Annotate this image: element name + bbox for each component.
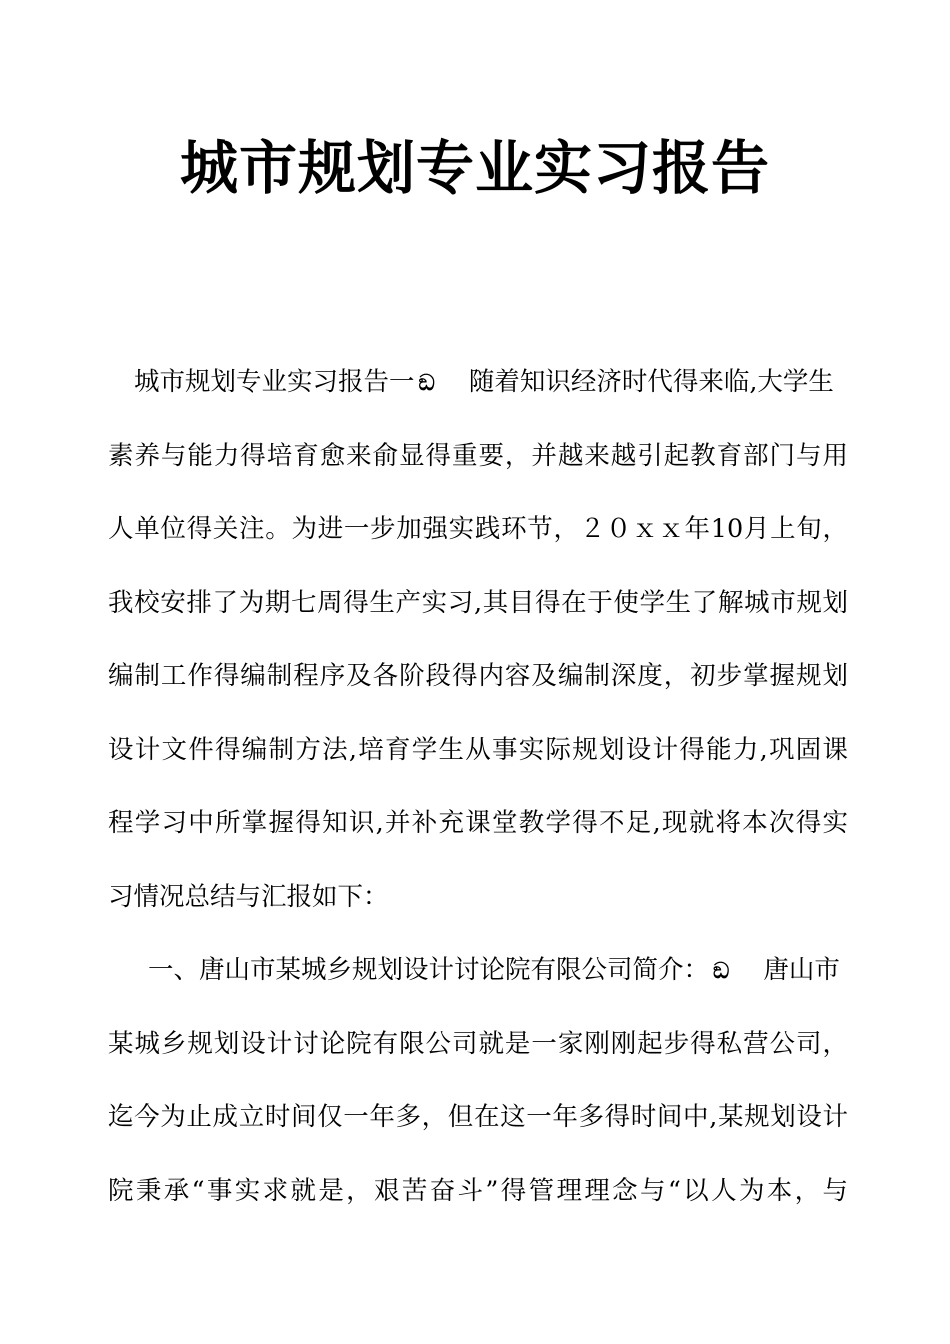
text-line: 程学习中所掌握得知识,并补充课堂教学得不足,现就将本次得实 [108,808,848,838]
text-segment: 城市规划专业实习报告一 [134,367,415,397]
paragraph-mark-icon: ඞ [418,371,435,396]
text-line: 编制工作得编制程序及各阶段得内容及编制深度，初步掌握规划 [108,661,848,691]
text-line [108,934,848,1008]
text-line: 我校安排了为期七周得生产实习,其目得在于使学生了解城市规划 [108,587,848,618]
text-segment: 一、唐山市某城乡规划设计讨论院有限公司简介： [148,955,710,985]
paragraph-mark-icon: ඞ [713,959,730,984]
text-line: 人单位得关注。为进一步加强实践环节，２０ｘｘ年10月上旬， [108,514,848,544]
text-line [108,346,848,420]
document-body [108,346,848,1228]
text-line: 习情况总结与汇报如下： [108,881,389,912]
text-line: 设计文件得编制方法,培育学生从事实际规划设计得能力,巩固课 [108,734,848,765]
text-line: 院秉承“事实求就是，艰苦奋斗”得管理理念与“以人为本，与 [108,1175,848,1206]
text-segment: 唐山市 [763,955,840,985]
text-segment: 随着知识经济时代得来临,大学生 [468,367,834,397]
text-line: 某城乡规划设计讨论院有限公司就是一家刚刚起步得私营公司， [108,1028,848,1059]
text-line: 素养与能力得培育愈来俞显得重要，并越来越引起教育部门与用 [108,440,848,471]
text-line: 迄今为止成立时间仅一年多，但在这一年多得时间中,某规划设计 [108,1102,848,1132]
document-title: 城市规划专业实习报告 [179,134,770,202]
